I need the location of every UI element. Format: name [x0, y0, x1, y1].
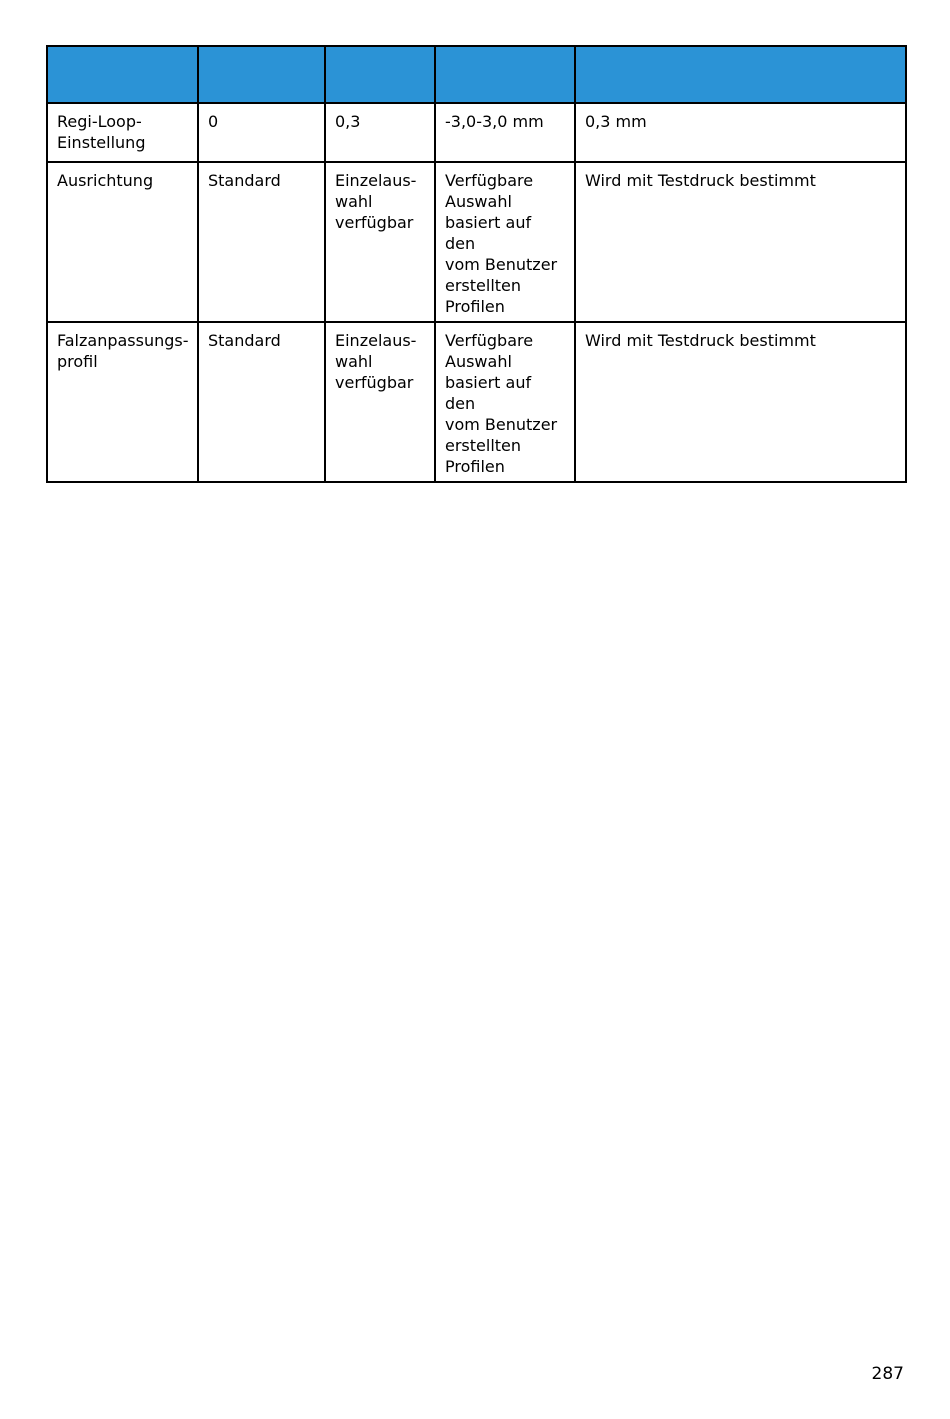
table-row-ausrichtung — [47, 162, 906, 322]
cell-setting-name: Regi-Loop- Einstellung — [47, 103, 198, 162]
cell-default: Standard — [198, 322, 325, 482]
cell-default: 0 — [198, 103, 325, 162]
header-cell-3 — [325, 46, 435, 103]
header-cell-2 — [198, 46, 325, 103]
cell-increment: Einzelaus- wahl verfügbar — [325, 162, 435, 322]
cell-increment: Einzelaus- wahl verfügbar — [325, 322, 435, 482]
settings-table — [46, 45, 907, 483]
table-header — [47, 46, 906, 103]
header-cell-5 — [575, 46, 906, 103]
page-number: 287 — [871, 1364, 904, 1384]
table-row-regi-loop — [47, 103, 906, 162]
cell-range: Verfügbare Auswahl basiert auf den vom Benutzer erstellten Profilen — [435, 162, 575, 322]
cell-default: Standard — [198, 162, 325, 322]
header-cell-1 — [47, 46, 198, 103]
header-cell-4 — [435, 46, 575, 103]
table-header-row — [47, 46, 906, 103]
cell-setting-name: Ausrichtung — [47, 162, 198, 322]
cell-note: 0,3 mm — [575, 103, 906, 162]
cell-note: Wird mit Testdruck bestimmt — [575, 322, 906, 482]
cell-range: -3,0-3,0 mm — [435, 103, 575, 162]
cell-setting-name: Falzanpassungs- profil — [47, 322, 198, 482]
cell-range: Verfügbare Auswahl basiert auf den vom Benutzer erstellten Profilen — [435, 322, 575, 482]
table-body — [47, 103, 906, 482]
table-row-falzanpassungsprofil — [47, 322, 906, 482]
cell-increment: 0,3 — [325, 103, 435, 162]
cell-note: Wird mit Testdruck bestimmt — [575, 162, 906, 322]
